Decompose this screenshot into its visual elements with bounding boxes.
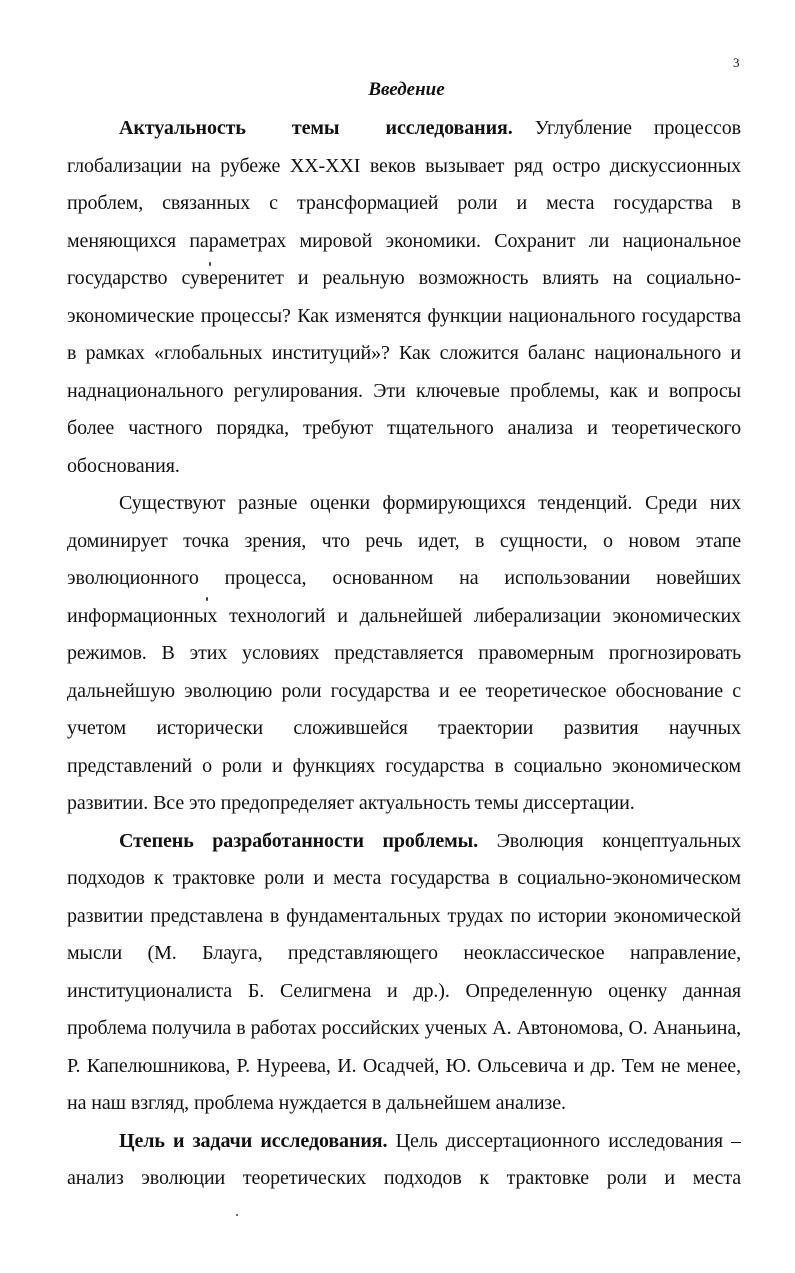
body-text (67, 110, 741, 1198)
paragraph-text: Существуют разные оценки формирующихся тенденций. Среди них доминирует точка зрения, что речь идет, в сущности, о новом этапе эволюционного процесса, основанном на использовании новейших информационных технологий и дальнейшей либерализации экономических режимов. В этих условиях представляется правомерным прогнозировать дальнейшую эволюцию роли государства и ее теоретическое обоснование с учетом исторически сложившейся траектории развития научных представлений о роли и функциях государства в социально экономическом развитии. Все это предопределяет актуальность темы диссертации. (67, 492, 741, 814)
paragraph-text: Цель диссертационного исследования – анализ эволюции теоретических подходов к трактовке роли и места (67, 1129, 741, 1189)
paragraph-text: Эволюция концептуальных подходов к трактовке роли и места государства в социально-экономическом развитии представлена в фундаментальных трудах по истории экономической мысли (М. Блауга, представляющего неоклассическое направление, институционалиста Б. Селигмена и др.). Определенную оценку данная проблема получила в работах российских ученых А. Автономова, О. Ананьина, Р. Капелюшникова, Р. Нуреева, И. Осадчей, Ю. Ольсевича и др. Тем не менее, на наш взгляд, проблема нуждается в дальнейшем анализе. (67, 829, 741, 1114)
scan-speck (209, 262, 211, 266)
section-heading: Введение (368, 79, 445, 100)
page-number: 3 (733, 55, 740, 70)
paragraph-development-degree (67, 823, 741, 1123)
paragraph-assessments (67, 485, 741, 823)
paragraph-lead: Цель и задачи исследования. (119, 1129, 388, 1152)
paragraph-relevance (67, 110, 741, 485)
scan-speck (206, 597, 208, 601)
paragraph-lead: Степень разработанности проблемы. (119, 829, 479, 852)
scan-speck (236, 1214, 238, 1216)
paragraph-text: Углубление процессов глобализации на рубеже XX-XXI веков вызывает ряд остро дискуссионных проблем, связанных с трансформацией роли и места государства в меняющихся параметрах мировой экономики. Сохранит ли национальное государство суверенитет и реальную возможность влиять на социально-экономические процессы? Как изменятся функции национального государства в рамках «глобальных институций»? Как сложится баланс национального и наднационального регулирования. Эти ключевые проблемы, как и вопросы более частного порядка, требуют тщательного анализа и теоретического обоснования. (67, 117, 741, 477)
paragraph-lead: Актуальность темы исследования. (119, 117, 513, 139)
paragraph-goals (67, 1123, 741, 1198)
